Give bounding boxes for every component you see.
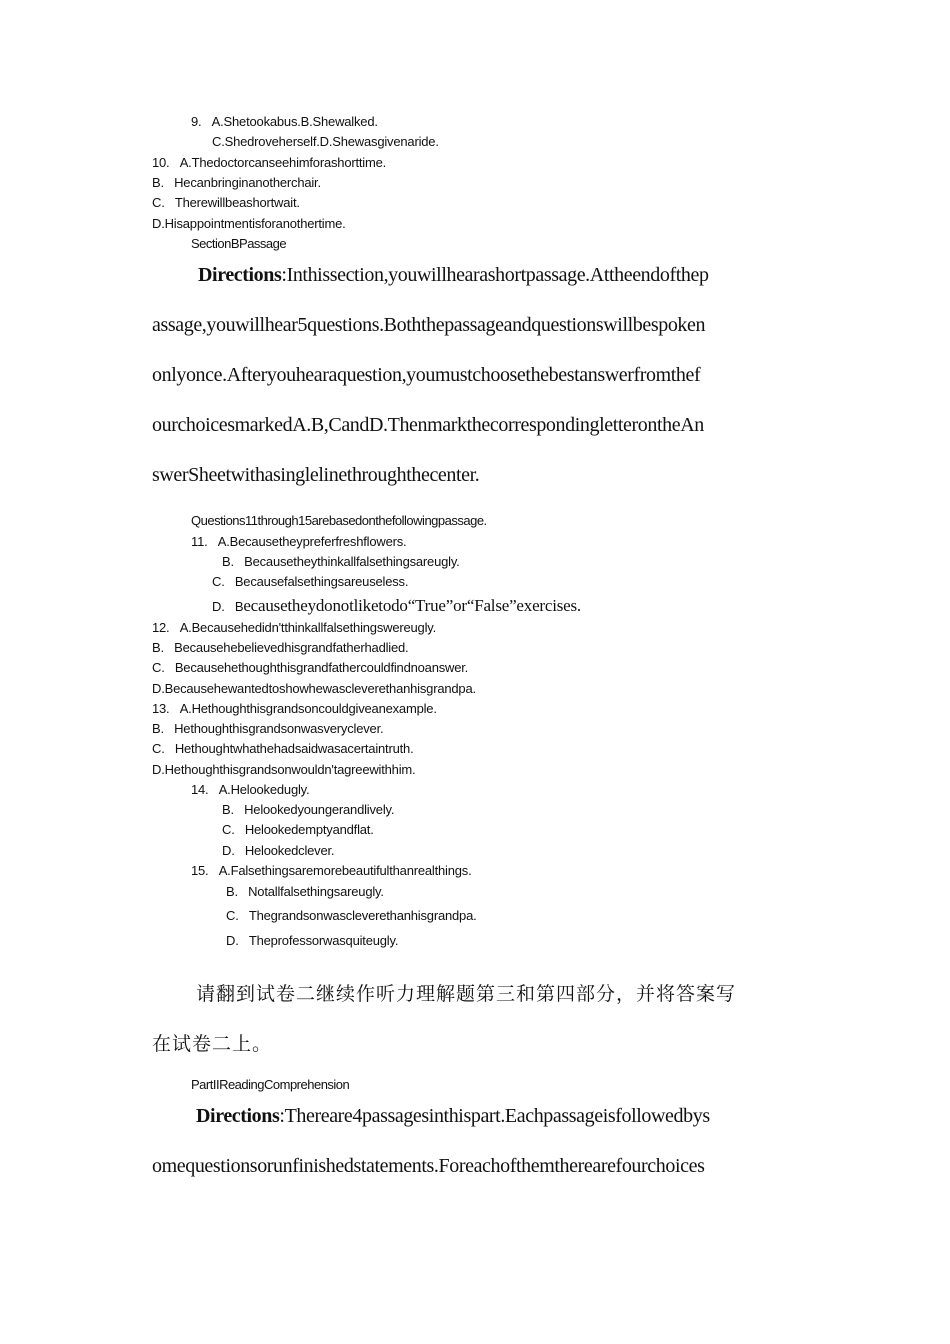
directions-2-text1: :Thereare4passagesinthispart.Eachpassageisfollowedbys bbox=[279, 1105, 710, 1127]
q12-option-b: B. Becausehebelievedhisgrandfatherhadlied. bbox=[152, 640, 409, 655]
q14-option-a: 14. A.Helookedugly. bbox=[191, 782, 310, 797]
q14-option-b: B. Helookedyoungerandlively. bbox=[222, 802, 395, 817]
q14-option-c: C. Helookedemptyandflat. bbox=[222, 822, 374, 837]
directions-b-text1: :Inthissection,youwillhearashortpassage.Attheendofthep bbox=[281, 264, 709, 286]
q10-option-c: C. Therewillbeashortwait. bbox=[152, 195, 300, 210]
q13-option-d: D.Hethoughthisgrandsonwouldn'tagreewithhim. bbox=[152, 762, 416, 777]
q15-option-c: C. Thegrandsonwascleverethanhisgrandpa. bbox=[226, 908, 477, 923]
directions-b-line3: onlyonce.Afteryouhearaquestion,youmustchoosethebestanswerfromthef bbox=[152, 364, 701, 386]
q12-option-a: 12. A.Becausehedidn'tthinkallfalsethingswereugly. bbox=[152, 620, 437, 635]
q13-option-c: C. Hethoughtwhathehadsaidwasacertaintruth. bbox=[152, 741, 414, 756]
q11-option-d-text: ecausetheydonotliketodo“True”or“False”exercises. bbox=[243, 596, 581, 615]
passage-intro: Questions11through15arebasedonthefollowingpassage. bbox=[191, 513, 487, 528]
q12-option-c: C. Becausehethoughthisgrandfathercouldfindnoanswer. bbox=[152, 660, 469, 675]
q15-option-b: B. Notallfalsethingsareugly. bbox=[226, 884, 384, 899]
q12-option-d: D.Becausehewantedtoshowhewascleverethanhisgrandpa. bbox=[152, 681, 476, 696]
q14-option-d: D. Helookedclever. bbox=[222, 843, 335, 858]
q9-line1: 9. A.Shetookabus.B.Shewalked. bbox=[191, 114, 378, 129]
q11-option-b: B. Becausetheythinkallfalsethingsareugly. bbox=[222, 554, 460, 569]
section-b-title: SectionBPassage bbox=[191, 236, 287, 251]
directions-b-label: Directions bbox=[198, 264, 282, 286]
directions-b-line5: swerSheetwithasinglelinethroughthecenter. bbox=[152, 464, 480, 486]
q11-option-c: C. Becausefalsethingsareuseless. bbox=[212, 574, 409, 589]
q11-option-d bbox=[212, 596, 581, 616]
q13-option-a: 13. A.Hethoughthisgrandsoncouldgiveanexample. bbox=[152, 701, 437, 716]
q10-option-a: 10. A.Thedoctorcanseehimforashorttime. bbox=[152, 155, 387, 170]
directions-b-line4: ourchoicesmarkedA.B,CandD.ThenmarkthecorrespondingletterontheAn bbox=[152, 414, 704, 436]
chinese-note-line1: 请翻到试卷二继续作听力理解题第三和第四部分，并将答案写 bbox=[196, 983, 737, 1005]
q11-option-a: 11. A.Becausetheypreferfreshflowers. bbox=[191, 534, 407, 549]
directions-b-line1 bbox=[198, 264, 709, 287]
q11-option-d-prefix: D. B bbox=[212, 599, 244, 614]
q10-option-b: B. Hecanbringinanotherchair. bbox=[152, 175, 321, 190]
directions-2-line1 bbox=[196, 1105, 710, 1128]
chinese-note-line2: 在试卷二上。 bbox=[152, 1033, 273, 1055]
part2-title: PartIIReadingComprehension bbox=[191, 1077, 350, 1092]
directions-2-label: Directions bbox=[196, 1105, 280, 1127]
q15-option-d: D. Theprofessorwasquiteugly. bbox=[226, 933, 399, 948]
q9-line2: C.Shedroveherself.D.Shewasgivenaride. bbox=[212, 134, 439, 149]
q10-option-d: D.Hisappointmentisforanothertime. bbox=[152, 216, 346, 231]
directions-2-line2: omequestionsorunfinishedstatements.Foreachofthemtherearefourchoices bbox=[152, 1155, 705, 1177]
q15-option-a: 15. A.Falsethingsaremorebeautifulthanrealthings. bbox=[191, 863, 472, 878]
directions-b-line2: assage,youwillhear5questions.Boththepassageandquestionswillbespoken bbox=[152, 314, 706, 336]
q13-option-b: B. Hethoughthisgrandsonwasveryclever. bbox=[152, 721, 384, 736]
